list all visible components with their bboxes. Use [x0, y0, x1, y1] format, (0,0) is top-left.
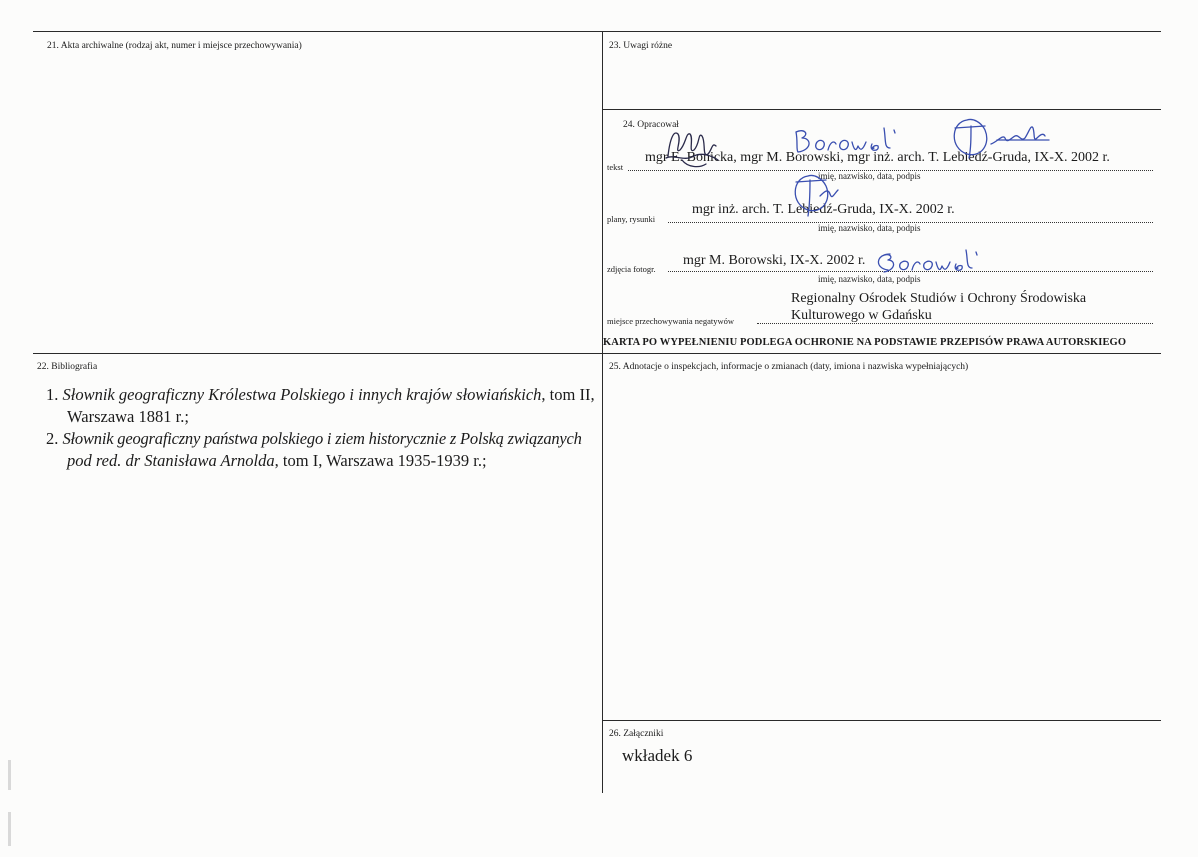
- section24-title: 24. Opracował: [623, 120, 679, 130]
- row-label-text: tekst: [607, 162, 624, 172]
- item-title: Słownik geograficzny państwa polskiego i ziem historycznie z Polską związanych: [62, 429, 582, 448]
- scan-edge-mark: [8, 812, 11, 846]
- attachments-value: wkładek 6: [622, 746, 693, 765]
- item-number: 1.: [46, 385, 59, 404]
- copyright-notice: KARTA PO WYPEŁNIENIU PODLEGA OCHRONIE NA PODSTAWIE PRZEPISÓW PRAWA AUTORSKIEGO: [603, 337, 1127, 348]
- item-details: , tom I, Warszawa 1935-1939 r.;: [274, 451, 487, 470]
- bibliography-item: [46, 428, 606, 450]
- item-editor: pod red. dr Stanisława Arnolda: [67, 451, 275, 470]
- signature-lebiedz-gruda-2: [786, 170, 846, 220]
- row-label-plans: plany, rysunki: [607, 214, 656, 224]
- row-caption: imię, nazwisko, data, podpis: [818, 171, 921, 181]
- section21-title: 21. Akta archiwalne (rodzaj akt, numer i miejsce przechowywania): [47, 41, 302, 51]
- signature-lebiedz-gruda: [945, 114, 1055, 164]
- section25-title: 25. Adnotacje o inspekcjach, informacje o zmianach (daty, imiona i nazwiska wypełniających): [609, 362, 969, 372]
- section26-top-border: [602, 720, 1161, 721]
- row-value-text: mgr E. Bonicka, mgr M. Borowski, mgr inż. arch. T. Lebiedź-Gruda, IX-X. 2002 r.: [645, 150, 1110, 165]
- middle-border: [33, 353, 1161, 354]
- section26-title: 26. Załączniki: [609, 729, 664, 739]
- storage-label: miejsce przechowywania negatywów: [607, 316, 734, 326]
- signature-borowski-2: [872, 248, 982, 276]
- bibliography-item-continuation: Warszawa 1881 r.;: [67, 407, 189, 426]
- bibliography-item: [46, 384, 606, 406]
- row-caption: imię, nazwisko, data, podpis: [818, 274, 921, 284]
- row-value-photos: mgr M. Borowski, IX-X. 2002 r.: [683, 253, 866, 268]
- signature-borowski: [790, 124, 900, 156]
- item-details: , tom II,: [541, 385, 595, 404]
- item-title: Słownik geograficzny Królestwa Polskiego i innych krajów słowiańskich: [62, 385, 542, 404]
- signature-bonicka: [660, 124, 720, 174]
- bibliography-list: [46, 384, 606, 472]
- storage-line2: Kulturowego w Gdańsku: [791, 308, 932, 323]
- row-caption: imię, nazwisko, data, podpis: [818, 223, 921, 233]
- bibliography-item-continuation: [46, 450, 606, 472]
- section23-title: 23. Uwagi różne: [609, 41, 673, 51]
- row-value-plans: mgr inż. arch. T. Lebiedź-Gruda, IX-X. 2002 r.: [692, 202, 955, 217]
- section23-bottom-border: [602, 109, 1161, 110]
- storage-line1: Regionalny Ośrodek Studiów i Ochrony Środowiska: [791, 291, 1087, 306]
- scan-edge-mark: [8, 760, 11, 790]
- section22-title: 22. Bibliografia: [37, 362, 98, 372]
- item-number: 2.: [46, 429, 59, 448]
- row-label-photos: zdjęcia fotogr.: [607, 264, 656, 274]
- top-border: [33, 31, 1161, 32]
